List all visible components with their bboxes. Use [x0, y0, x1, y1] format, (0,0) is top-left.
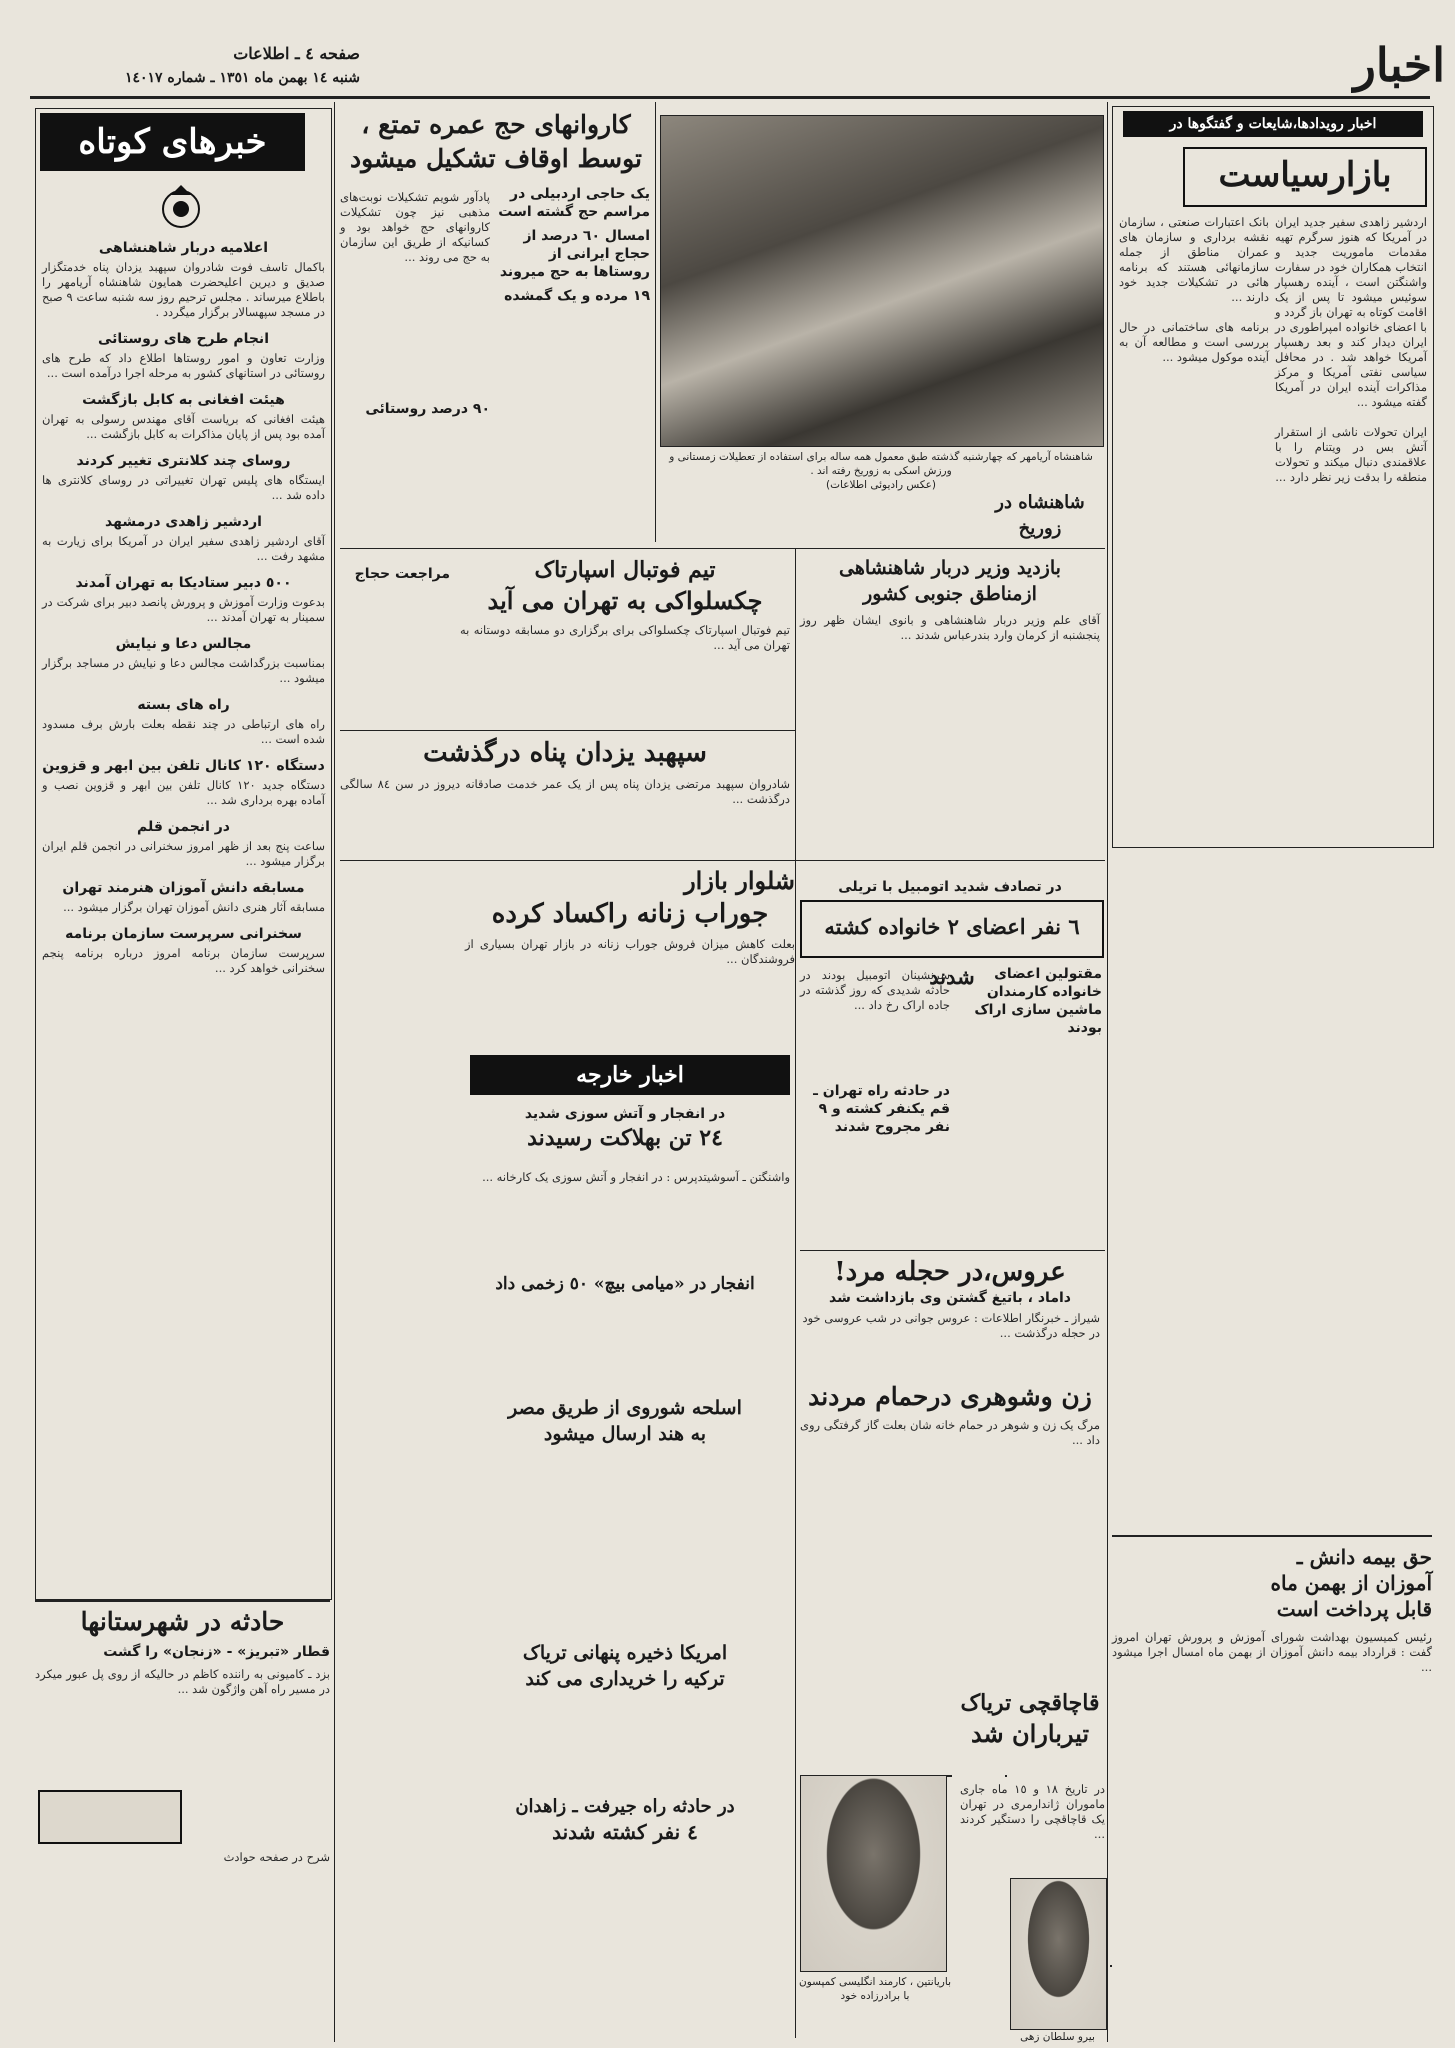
smuggler-story	[955, 1688, 1105, 1750]
short-news-item-body: سرپرست سازمان برنامه امروز درباره برنامه پنجم سخنرانی خواهد کرد ...	[38, 946, 325, 975]
arms-headline-1: اسلحه شوروی از طریق مصر	[508, 1397, 742, 1419]
short-news-item-body: راه های ارتباطی در چند نقطه بعلت بارش برف مسدود شده است ...	[38, 717, 325, 746]
hajj-sub-1: یک حاجی اردبیلی در مراسم حج گشته است	[498, 186, 650, 220]
tour-headline-1: بازدید وزیر دربار شاهنشاهی	[839, 557, 1061, 579]
short-news-item-body: دستگاه جدید ١٢٠ کانال تلفن بین ابهر و قزوین نصب و آماده بهره برداری شد ...	[38, 778, 325, 807]
hajj-sub-5: مراجعت حجاج	[354, 566, 450, 582]
hajj-story	[340, 108, 652, 176]
yazdanpanah-story	[336, 735, 790, 857]
bride-sub: داماد ، باتیغ گشتن وی بازداشت شد	[829, 1290, 1071, 1306]
court-minister-tour	[796, 555, 1100, 863]
yazdanpanah-headline: سپهبد یزدان پناه درگذشت	[423, 738, 707, 768]
provinces-header: حادثه در شهرستانها	[80, 1607, 285, 1636]
hajj-subs-2	[340, 400, 490, 418]
short-news-item-title: در انجمن قلم	[137, 819, 230, 835]
short-news-item	[42, 879, 325, 915]
smuggler-headline-2: تیرباران شد	[970, 1719, 1090, 1748]
bazaar-story	[461, 865, 795, 1067]
bathhouse-headline: زن وشوهری درحمام مردند	[808, 1382, 1092, 1411]
bazaar-headline: جوراب زنانه راکساد کرده	[491, 899, 769, 929]
smuggler-headline-1: قاچاقچی تریاک	[960, 1690, 1100, 1716]
politics-title: بازارسیاست	[1183, 147, 1427, 207]
column-rule	[334, 102, 335, 2042]
short-news-item	[38, 330, 325, 381]
short-news-item-title: مجالس دعا و نیایش	[115, 636, 252, 652]
smuggler-photo	[1010, 1878, 1107, 2030]
short-news-box	[35, 108, 332, 1600]
arms-story	[460, 1395, 790, 1447]
accident-sub-1-box	[960, 965, 1102, 1037]
short-news-item	[38, 696, 325, 747]
insurance-headline-1: حق بیمه دانش ـ	[1296, 1545, 1432, 1569]
bride-story	[800, 1255, 1100, 1381]
jiroft-story	[460, 1795, 790, 1845]
yazdanpanah-body: شادروان سپهبد مرتضی یزدان پناه پس از یک عمر خدمت صادقانه دیروز در سن ٨٤ سالگی درگذشت ...	[336, 777, 790, 806]
short-news-item-title: ٥٠٠ دبیر ستادیکا به تهران آمدند	[75, 575, 292, 591]
spacer-2	[1110, 1965, 1112, 1967]
bride-headline: عروس،در حجله مرد!	[834, 1257, 1066, 1287]
short-news-item-body: بدعوت وزارت آموزش و پرورش پانصد دبیر برای شرکت در سمینار به تهران آمدند ...	[38, 595, 325, 624]
photo-caption-credit: (عکس رادیوئی اطلاعات)	[826, 479, 936, 491]
accident-sub-2: در حادثه راه تهران ـ قم یکنفر کشته و ٩ نفر مجروح شدند	[813, 1083, 950, 1135]
accident-body: سرنشینان اتومبیل بودند در حادثه شدیدی که روز گذشته در جاده اراک رخ داد ...	[796, 968, 950, 1012]
short-news-item-body: وزارت تعاون و امور روستاها اطلاع داد که طرح های روستائی در استانهای کشور به مرحله اجرا درآمده است ...	[38, 351, 325, 380]
football-headline-2: چکسلواکی به تهران می آید	[487, 586, 763, 615]
jiroft-headline-2: ٤ نفر کشته شدند	[552, 1820, 698, 1844]
foreign-header: اخبار خارجه	[470, 1055, 790, 1095]
short-news-item-title: اردشیر زاهدی درمشهد	[105, 514, 262, 530]
accident-sub-1: مقتولین اعضای خانواده کارمندان ماشین سازی اراک بودند	[974, 966, 1102, 1036]
man-photo	[800, 1775, 947, 1972]
short-news-item	[38, 635, 325, 686]
jiroft-headline-1: در حادثه راه جیرفت ـ زاهدان	[515, 1796, 735, 1817]
row-rule	[35, 1600, 330, 1602]
accident-story	[800, 878, 1100, 896]
tour-headline-2: ازمناطق جنوبی کشور	[863, 583, 1037, 605]
hajj-sub-2: امسال ٦٠ درصد از حجاج ایرانی از روستاها به حج میروند	[499, 228, 650, 280]
row-rule	[340, 548, 1105, 549]
short-news-item	[38, 391, 325, 442]
arms-headline-2: به هند ارسال میشود	[543, 1423, 707, 1445]
short-news-item-title: هیئت افغانی به کابل بازگشت	[82, 392, 285, 408]
short-news-item-body: مسابقه آثار هنری دانش آموزان تهران برگزار میشود ...	[63, 900, 325, 914]
insurance-headline-3: قابل پرداخت است	[1276, 1597, 1432, 1621]
short-news-item	[38, 452, 325, 503]
provinces-body: بزد ـ کامیونی به راننده کاظم در حالیکه از روی پل عبور میکرد در مسیر راه آهن واژگون شد ...	[31, 1667, 330, 1696]
short-news-header: خبرهای کوتاه	[40, 113, 305, 171]
short-news-item-title: سخنرانی سرپرست سازمان برنامه	[65, 926, 302, 942]
accident-headline: ٦ نفر اعضای ٢ خانواده کشته شدند	[800, 900, 1104, 958]
short-news-item-body: آقای اردشیر زاهدی سفیر ایران در آمریکا برای زیارت به مشهد رفت ...	[38, 534, 325, 563]
hajj-headline-1: کاروانهای حج عمره تمتع ،	[361, 110, 631, 139]
provinces-sub: قطار «تبریز» - «زنجان» را گشت	[103, 1644, 330, 1660]
insurance-headline-2: آموزان از بهمن ماه	[1270, 1571, 1432, 1595]
miami-headline: انفجار در «میامی بیچ» ٥٠ زخمی داد	[495, 1274, 755, 1294]
short-news-item-title: راه های بسته	[137, 697, 230, 713]
row-rule	[340, 860, 1105, 861]
short-news-item-title: مسابقه دانش آموزان هنرمند تهران	[62, 880, 305, 896]
provinces-body-2: شرح در صفحه حوادث	[223, 1850, 330, 1864]
fire-headline: ٢٤ تن بهلاکت رسیدند	[527, 1125, 723, 1151]
column-rule	[655, 102, 656, 542]
hajj-sub-4: ٩٠ درصد روستائی	[365, 401, 490, 417]
bathhouse-body: مرگ یک زن و شوهر در حمام خانه شان بعلت گاز گرفتگی روی داد ...	[796, 1418, 1100, 1447]
football-headline-1: تیم فوتبال اسپارتاک	[534, 557, 716, 583]
politics-col1: اردشیر زاهدی سفیر جدید ایران در آمریکا که هنوز سرگرم تهیه مقدمات ماموریت جدید و انتخاب همکاران خود در سفارت واشنگتن است ، آینده رهسپار سوئیس میشود تا پس از یک اقامت کوتاه به تهران باز گردد و با اعضای خانواده امپراطوری در ایران دیدار کند و بعد رهسپار آمریکا خواهد شد . در محافل سیاسی نفتی آمریکا و مرکز مذاکرات آینده ایران در آمریکا گفته میشود ... ایران تحولات ناشی از استقرار آتش بس در ویتنام را با علاقمندی دنبال میکند و تحولات منطقه را بدقت زیر نظر دارد ...	[1275, 215, 1427, 484]
foreign-fire	[460, 1105, 790, 1153]
short-news-list	[38, 239, 325, 1589]
bride-body: شیراز ـ خبرنگار اطلاعات : عروس جوانی در شب عروسی خود در حجله درگذشت ...	[798, 1311, 1100, 1340]
section-title: اخبار	[1353, 38, 1445, 92]
foreign-body: واشنگتن ـ آسوشیتدپرس : در انفجار و آتش سوزی یک کارخانه ...	[482, 1170, 790, 1184]
short-news-item-body: بمناسبت بزرگداشت مجالس دعا و نیایش در مساجد برگزار میشود ...	[38, 656, 325, 685]
hajj-headline-2: توسط اوقاف تشکیل میشود	[350, 144, 642, 173]
smuggler-body: در تاریخ ١٨ و ١٥ ماه جاری ماموران ژاندارمری در تهران یک قاچاقچی را دستگیر کردند ...	[956, 1782, 1105, 1841]
hajj-subs	[495, 185, 650, 305]
man-photo-caption: باریانتین ، کارمند انگلیسی کمپسون با برادرزاده خود	[798, 1976, 952, 2002]
football-story	[456, 555, 790, 743]
bathhouse-story	[796, 1380, 1100, 1598]
bazaar-body: بعلت کاهش میزان فروش جوراب زنانه در بازار تهران بسیاری از فروشندگان ...	[461, 937, 795, 966]
accident-kicker: در تصادف شدید اتومبیل با تریلی	[838, 879, 1062, 895]
ad-box	[38, 1790, 182, 1844]
short-news-item-body: ساعت پنج بعد از ظهر امروز سخنرانی در انجمن قلم ایران برگزار میشود ...	[38, 839, 325, 868]
provinces-story	[31, 1605, 330, 1817]
row-rule	[1112, 1535, 1432, 1537]
short-news-item-title: دستگاه ١٢٠ کانال تلفن بین ابهر و قزوین	[42, 758, 325, 774]
football-body: تیم فوتبال اسپارتاک چکسلواکی برای برگزاری دو مسابقه دوستانه به تهران می آید ...	[456, 623, 790, 652]
insurance-story	[1108, 1544, 1432, 2010]
hajj-body: پادآور شویم تشکیلات نوبت‌های مذهبی نیز چون تشکیلات کاروانهای حج خواهد بود و کسانیکه از طریق این سازمان به حج می روند ...	[336, 190, 490, 264]
short-news-item	[38, 757, 325, 808]
accident-sub-2-box	[800, 1082, 950, 1136]
masthead-rule	[30, 96, 1430, 99]
row-rule	[800, 1250, 1105, 1251]
issue-date: شنبه ١٤ بهمن ماه ١٣٥١ ـ شماره ١٤٠١٧	[124, 70, 360, 86]
short-news-item-body: باکمال تاسف فوت شادروان سپهبد یزدان پناه خدمتگزار صدیق و دیرین اعلیحضرت همایون شاهنشاه آریامهر را باطلاع میرساند . مجلس ترحیم روز سه شنبه ساعت ٩ صبح در مسجد سپهسالار برگزار میگردد .	[38, 260, 325, 319]
column-rule	[1107, 102, 1108, 2042]
bazaar-kicker: شلوار بازار	[684, 866, 795, 895]
short-news-item	[38, 574, 325, 625]
opium-headline-2: ترکیه را خریداری می کند	[525, 1668, 725, 1690]
short-news-item	[38, 925, 325, 976]
short-news-item-title: روسای چند کلانتری تغییر کردند	[76, 453, 291, 469]
fire-kicker: در انفجار و آتش سوزی شدید	[524, 1106, 726, 1122]
short-news-item	[38, 818, 325, 869]
politics-kicker: اخبار رویدادها،شایعات و گفتگوها در	[1123, 111, 1423, 137]
short-news-item-title: اعلامیه دربار شاهنشاهی	[98, 240, 269, 256]
side-caption: شاهنشاه در زوریخ	[995, 492, 1085, 539]
hajj-sub-3: ١٩ مرده و یک گمشده	[504, 288, 650, 304]
short-news-item-body: هیئت افغانی که بریاست آقای مهندس رسولی به تهران آمده بود پس از پایان مذاکرات به کابل بازگشت ...	[38, 412, 325, 441]
short-news-item	[38, 513, 325, 564]
page-label: صفحه ٤ ـ اطلاعات	[233, 44, 360, 63]
insurance-body: رئیس کمیسیون بهداشت شورای آموزش و پرورش تهران امروز گفت : قرارداد بیمه دانش آموزان از بهمن ماه امسال اجرا میشود ...	[1108, 1630, 1432, 1674]
imperial-emblem-icon	[156, 181, 206, 231]
hajj-subs-3	[340, 565, 450, 583]
politics-col2: بانک اعتبارات صنعتی ، سازمان نقشه برداری و سازمان های عمران مناطق از جمله سازمانهائی هستند که برنامه هائی در تشکیلات جدید خود دارند ... برنامه های ساختمانی در حال بررسی است و مطالعه آن به آینده موکول میشود ...	[1119, 215, 1269, 364]
row-rule	[340, 730, 795, 731]
smuggler-caption: بیرو سلطان زهی	[1020, 2031, 1095, 2043]
politics-box	[1112, 106, 1434, 848]
shah-zurich-photo	[660, 115, 1104, 447]
smuggler-spacer	[1005, 1775, 1007, 1777]
opium-headline-1: امریکا ذخیره پنهانی تریاک	[522, 1642, 728, 1664]
opium-story	[460, 1640, 790, 1692]
short-news-item	[38, 239, 325, 320]
short-news-item-title: انجام طرح های روستائی	[98, 331, 269, 347]
tour-body: آقای علم وزیر دربار شاهنشاهی و بانوی ایشان ظهر روز پنجشنبه از کرمان وارد بندرعباس شدند ...	[796, 613, 1100, 642]
column-rule	[795, 548, 796, 2038]
short-news-item-body: ایستگاه های پلیس تهران تغییراتی در روسای کلانتری ها داده شد ...	[38, 473, 325, 502]
photo-caption-text: شاهنشاه آریامهر که چهارشنبه گذشته طبق معمول همه ساله برای استفاده از تعطیلات زمستانی و ورزش اسکی به زوریخ رفته اند .	[669, 451, 1093, 477]
